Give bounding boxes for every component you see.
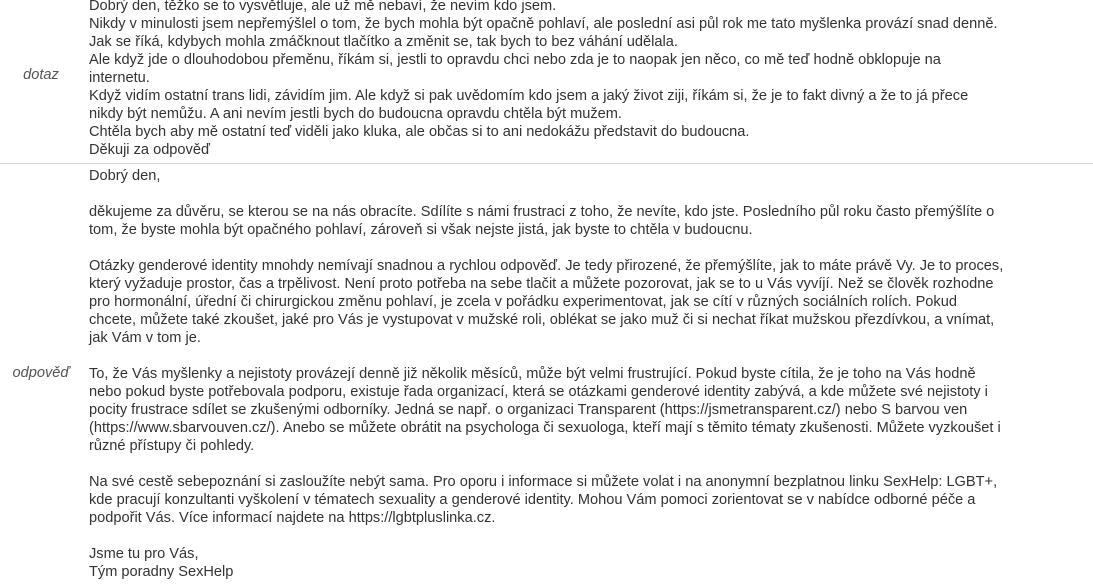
signature-line: Tým poradny SexHelp [89, 564, 234, 580]
answer-paragraph-3 [89, 365, 1093, 455]
answer-line: Otázky genderové identity mnohdy nemívají snadnou a rychlou odpověď. Je tedy přirozené, že přemýšlíte, jak to máte právě Vy. Je to proces, [89, 258, 1004, 274]
answer-row [0, 163, 1093, 584]
signature-line: Jsme tu pro Vás, [89, 546, 199, 562]
answer-line: chcete, můžete také zkoušet, jaké pro Vás je vystupovat v mužské roli, oblékat se jako muž či si nechat říkat mužskou přezdívkou, a vnímat, [89, 312, 995, 328]
answer-line: jak Vám v tom je. [89, 330, 201, 346]
question-line: Dobrý den, těžko se to vysvětluje, ale už mě nebaví, že nevím kdo jsem. [89, 0, 557, 14]
question-line: Děkuji za odpověď [89, 142, 210, 158]
answer-paragraph-2 [89, 257, 1093, 347]
question-line: Nikdy v minulosti jsem nepřemýšlel o tom, že bych mohla být opačně pohlaví, ale poslední asi půl rok me tato myšlenka provází snad denně. [89, 16, 998, 32]
answer-label: odpověď [12, 365, 70, 381]
question-row [0, 0, 1093, 161]
answer-greeting: Dobrý den, [89, 168, 161, 184]
answer-line: který vyžaduje prostor, čas a trpělivost. Není proto potřeba na sebe tlačit a můžete pozorovat, jak se to u Vás vyvíjí. Než se člověk rozhodne [89, 276, 994, 292]
answer-line: nebo pokud byste potřebovala podporu, existuje řada organizací, která se otázkami genderové identity zabývá, a kde můžete své nejistoty i [89, 384, 988, 400]
answer-paragraph-1 [89, 203, 1093, 239]
question-line: Chtěla bych aby mě ostatní teď viděli jako kluka, ale občas si to ani nedokážu představit do budoucna. [89, 124, 750, 140]
question-label: dotaz [23, 67, 59, 83]
answer-line: (https://www.sbarvouven.cz/). Anebo se můžete obrátit na psychologa či sexuologa, kteří mají s těmito tématy zkušenosti. Můžete vyzkoušet i [89, 420, 1001, 436]
answer-line: pro hormonální, úřední či chirurgickou změnu pohlaví, je zcela v pořádku experimentovat, jak se cítí v různých sociálních rolích. Pokud [89, 294, 957, 310]
answer-line: pocity frustrace sdílet se zkušenými odborníky. Jedná se např. o organizaci Transparent (https://jsmetransparent.cz/) nebo S barvou ven [89, 402, 968, 418]
answer-line: různé přístupy či pohledy. [89, 438, 255, 454]
answer-line: děkujeme za důvěru, se kterou se na nás obracíte. Sdílíte s námi frustraci z toho, že nevíte, kdo jste. Posledního půl roku často přemýšlíte o [89, 204, 995, 220]
answer-line: tom, že byste mohla být opačného pohlaví, zároveň si však nejste jistá, jak byste to chtěla v budoucnu. [89, 222, 753, 238]
answer-line: To, že Vás myšlenky a nejistoty provázejí denně již několik měsíců, může být velmi frustrující. Pokud byste cítila, že je toho na Vás hodně [89, 366, 976, 382]
question-line: nikdy být nemůžu. A ani nevím jestli bych do budoucna opravdu chtěla být mužem. [89, 106, 622, 122]
answer-line: kde pracují konzultanti vyškolení v tématech sexuality a genderové identity. Mohou Vám pomoci zorientovat se v nabídce odborné péče a [89, 492, 976, 508]
question-line: Ale když jde o dlouhodobou přeměnu, říkám si, jestli to opravdu chci nebo zda je to naopak jen něco, co mě teď hodně obklopuje na [89, 52, 941, 68]
answer-line: Na své cestě sebepoznání si zasloužíte nebýt sama. Pro oporu i informace si můžete volat i na anonymní bezplatnou linku SexHelp: LGBT+, [89, 474, 998, 490]
answer-text [89, 167, 1093, 581]
answer-paragraph-4 [89, 473, 1093, 527]
question-text [89, 0, 1093, 159]
answer-signature [89, 545, 1093, 581]
question-line: Jak se říká, kdybych mohla zmáčknout tlačítko a změnit se, tak bych to bez váhání udělala. [89, 34, 678, 50]
answer-line: podpořit Vás. Více informací najdete na https://lgbtpluslinka.cz. [89, 510, 496, 526]
question-line: internetu. [89, 70, 150, 86]
question-line: Když vidím ostatní trans lidi, závidím jim. Ale když si pak uvědomím kdo jsem a jaký život ziji, říkám si, že je to fakt divný a že to já přece [89, 88, 969, 104]
